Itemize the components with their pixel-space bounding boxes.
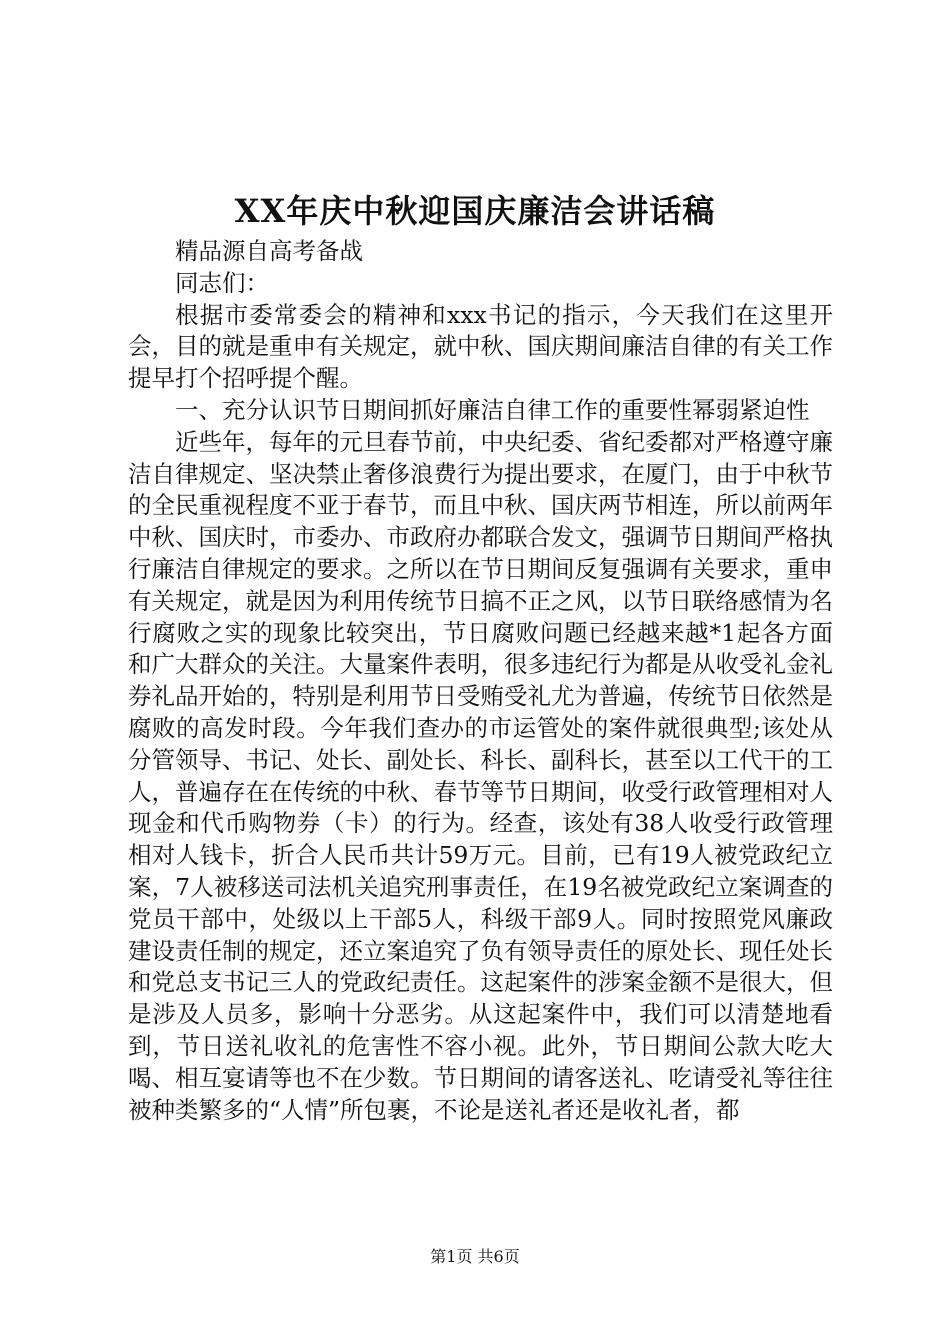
paragraph-source: 精品源自高考备战	[175, 237, 363, 265]
document-body	[128, 236, 833, 1126]
paragraph-salutation: 同志们：	[175, 268, 269, 297]
paragraph-body: 近些年，每年的元旦春节前，中央纪委、省纪委都对严格遵守廉洁自律规定、坚决禁止奢侈浪费行为提出要求，在厦门，由于中秋节的全民重视程度不亚于春节，而且中秋、国庆两节相连，所以前两年中秋、国庆时，市委办、市政府办都联合发文，强调节日期间严格执行廉洁自律规定的要求。之所以在节日期间反复强调有关要求，重申有关规定，就是因为利用传统节日搞不正之风，以节日联络感情为名行腐败之实的现象比较突出，节日腐败问题已经越来越*1起各方面和广大群众的关注。大量案件表明，很多违纪行为都是从收受礼金礼券礼品开始的，特别是利用节日受贿受礼尤为普遍，传统节日依然是腐败的高发时段。今年我们查办的市运管处的案件就很典型;该处从分管领导、书记、处长、副处长、科长、副科长，甚至以工代干的工人，普遍存在在传统的中秋、春节等节日期间，收受行政管理相对人现金和代币购物券（卡）的行为。经查，该处有38人收受行政管理相对人钱卡，折合人民币共计59万元。目前，已有19人被党政纪立案，7人被移送司法机关追究刑事责任，在19名被党政纪立案调查的党员干部中，处级以上干部5人，科级干部9人。同时按照党风廉政建设责任制的规定，还立案追究了负有领导责任的原处长、现任处长和党总支书记三人的党政纪责任。这起案件的涉案金额不是很大，但是涉及人员多，影响十分恶劣。从这起案件中，我们可以清楚地看到，节日送礼收礼的危害性不容小视。此外，节日期间公款大吃大喝、相互宴请等也不在少数。节日期间的请客送礼、吃请受礼等往往被种类繁多的“人情”所包裹，不论是送礼者还是收礼者，都	[128, 427, 833, 1124]
document-title: XX年庆中秋迎国庆廉洁会讲话稿	[234, 192, 716, 230]
paragraph-intro: 根据市委常委会的精神和xxx书记的指示，今天我们在这里开会，目的就是重申有关规定，就中秋、国庆期间廉洁自律的有关工作提早打个招呼提个醒。	[128, 300, 833, 393]
page-number-footer: 第1页 共6页	[430, 1247, 520, 1266]
section-heading-1: 一、充分认识节日期间抓好廉洁自律工作的重要性幂弱紧迫性	[175, 395, 810, 424]
